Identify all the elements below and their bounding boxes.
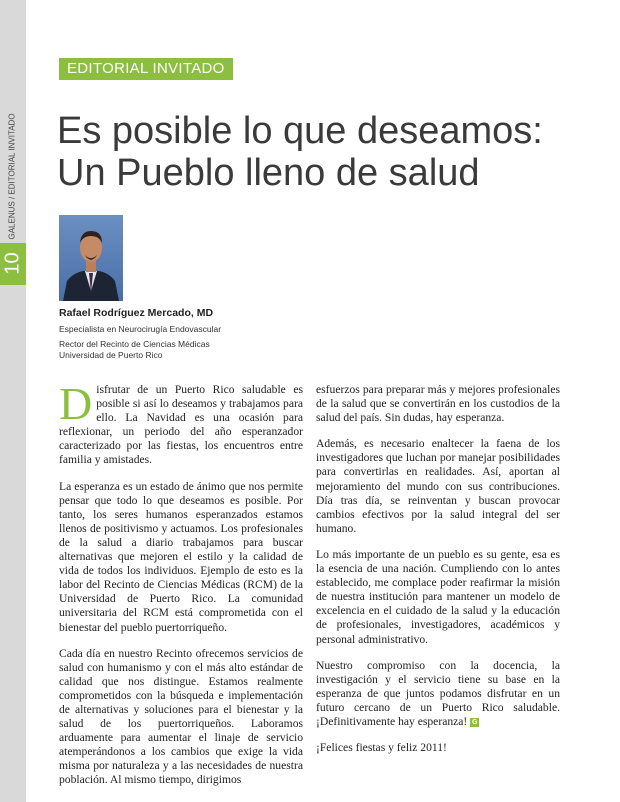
paragraph-text: Nuestro compromiso con la docencia, la investigación y el servicio tiene su base en la esperanza de que juntos podamos disfrutar en un futuro cercano de un Puerto Rico saludable. ¡Definitivamente hay esperanza! — [316, 658, 560, 728]
title-line-1: Es posible lo que deseamos: — [57, 110, 543, 152]
sidebar-label: GALENUS / EDITORIAL INVITADO — [7, 113, 17, 240]
author-institution: Universidad de Puerto Rico — [59, 350, 163, 360]
paragraph: Lo más importante de un pueblo es su gente, esa es la esencia de una nación. Cumpliendo con lo antes establecido, me complace poder reafirmar la misión de nuestra institución para mantener un modelo de excelencia en el cuidado de la salud y la educación de profesionales, investigadores, académicos y personal administrativo. — [316, 547, 560, 646]
page-number: 10 — [1, 252, 24, 275]
author-photo — [59, 215, 123, 301]
paragraph: La esperanza es un estado de ánimo que nos permite pensar que todo lo que deseamos es posible. Por tanto, los seres humanos esperanzados estamos llenos de positivismo y actuamos. Los profesionales de la salud a diario trabajamos para buscar alternativas que mejoren el estilo y la calidad de vida de todos los individuos. Ejemplo de esto es la labor del Recinto de Ciencias Médicas (RCM) de la Universidad de Puerto Rico. La comunidad universitaria del RCM está comprometida con el bienestar del pueblo puertorriqueño. — [59, 479, 303, 634]
paragraph-text: isfrutar de un Puerto Rico saludable es posible si así lo deseamos y trabajamos para ello. La Navidad es una ocasión para reflexionar, un periodo del año esperanzador caracterizado por las fiestas, los encuentros entre familia y amistades. — [59, 383, 303, 467]
drop-cap: D — [59, 378, 93, 429]
paragraph — [316, 659, 560, 729]
page-title — [57, 110, 597, 194]
title-line-2: Un Pueblo lleno de salud — [57, 152, 480, 194]
author-name: Rafael Rodríguez Mercado, MD — [59, 307, 214, 319]
section-tag: EDITORIAL INVITADO — [59, 58, 233, 80]
paragraph: Cada día en nuestro Recinto ofrecemos servicios de salud con humanismo y con el más alto estándar de calidad que nos distingue. Estamos realmente comprometidos con la búsqueda e implementación de alternativas y soluciones para el bienestar y la salud de los puertorriqueños. Laboramos arduamente para aumentar el linaje de servicio atemperándonos a los cambios que exige la vida misma por naturaleza y a las necesidades de nuestra población. Al mismo tiempo, dirigimos — [59, 646, 303, 787]
author-position: Rector del Recinto de Ciencias Médicas — [59, 339, 210, 349]
end-mark-icon: G — [471, 718, 478, 726]
paragraph: Además, es necesario enaltecer la faena de los investigadores que luchan por manejar posibilidades para convertirlas en realidades. Así, aportan al mejoramiento del mundo con sus contribuciones. Día tras día, se reinventan y buscan provocar cambios efectivos por la salud integral del ser humano. — [316, 437, 560, 535]
author-specialty: Especialista en Neurocirugía Endovascular — [59, 324, 222, 334]
closing-line: ¡Felices fiestas y feliz 2011! — [316, 741, 447, 755]
body-column-left — [59, 378, 303, 800]
paragraph: esfuerzos para preparar más y mejores profesionales de la salud que se convertirán en los custodios de la salud del país. Sin dudas, hay esperanza. — [316, 383, 560, 425]
body-column-right — [316, 383, 560, 767]
paragraph — [59, 378, 303, 468]
